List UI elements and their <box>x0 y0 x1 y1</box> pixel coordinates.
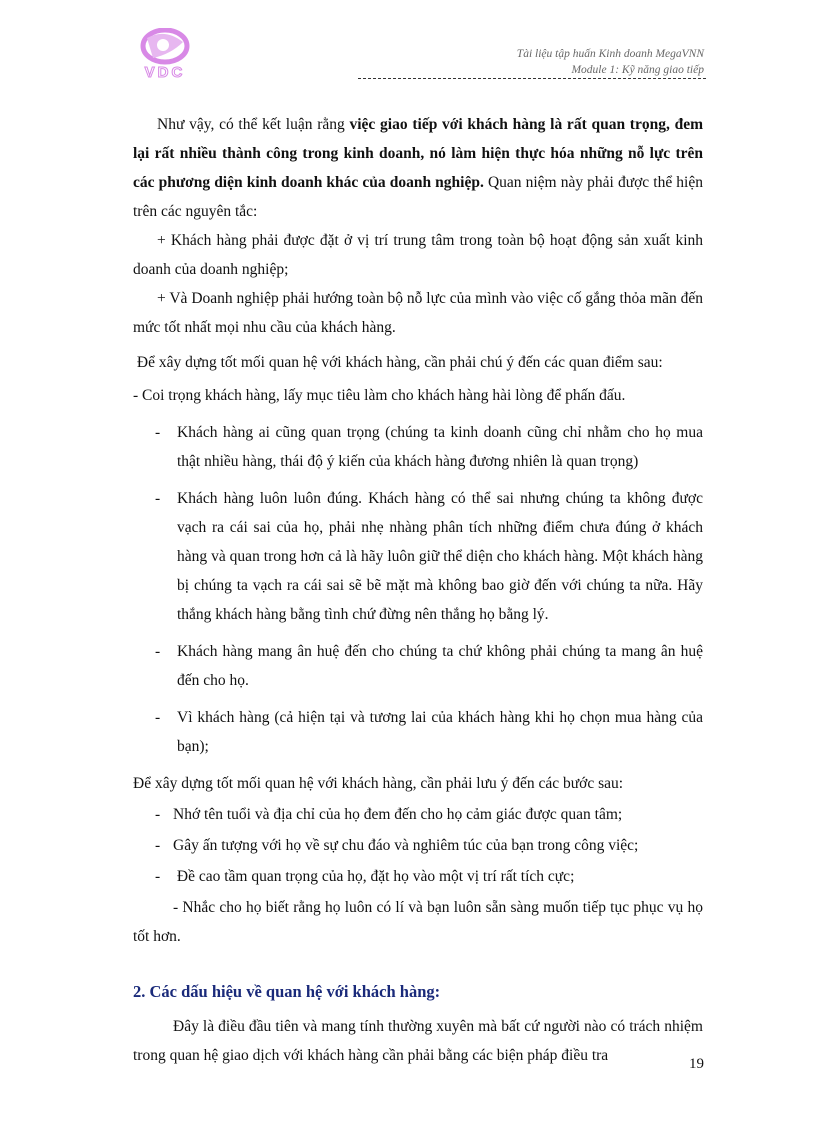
paragraph-viewpoints-intro: Để xây dựng tốt mối quan hệ với khách hàng, cần phải chú ý đến các quan điểm sau: <box>133 354 663 371</box>
step-item: - Đề cao tầm quan trọng của họ, đặt họ vào một vị trí rất tích cực; <box>133 862 703 891</box>
dash-marker: - <box>155 643 161 660</box>
header-document-title: Tài liệu tập huấn Kinh doanh MegaVNN <box>516 48 704 60</box>
list-item: - Vì khách hàng (cả hiện tại và tương lai của khách hàng khi họ chọn mua hàng của bạn); <box>133 703 703 761</box>
dash-marker: - <box>155 837 161 854</box>
principle-item: + Và Doanh nghiệp phải hướng toàn bộ nỗ lực của mình vào việc cố gắng thỏa mãn đến mức tốt nhất mọi nhu cầu của khách hàng. <box>133 290 703 336</box>
header-module-title: Module 1: Kỹ năng giao tiếp <box>571 64 704 76</box>
dash-marker: - <box>155 709 161 726</box>
vdc-logo-icon <box>133 28 197 68</box>
page-content <box>133 110 703 1070</box>
paragraph-steps-intro: Để xây dựng tốt mối quan hệ với khách hàng, cần phải lưu ý đến các bước sau: <box>133 775 624 792</box>
dash-marker: - <box>155 424 161 441</box>
vdc-logo <box>133 28 197 82</box>
page-number: 19 <box>689 1056 704 1072</box>
step-item: - Nhớ tên tuổi và địa chỉ của họ đem đến cho họ cảm giác được quan tâm; <box>133 800 703 829</box>
conclusion-emphasis: việc giao tiếp với khách hàng là rất quan trọng, đem lại rất nhiều thành công trong kinh doanh, nó làm hiện thực hóa những nỗ lực trên các phương diện kinh doanh khác của doanh nghiệp. <box>133 116 703 191</box>
step-item: - Gây ấn tượng với họ về sự chu đáo và nghiêm túc của bạn trong công việc; <box>133 831 703 860</box>
paragraph-conclusion: Như vậy, có thể kết luận rằng việc giao tiếp với khách hàng là rất quan trọng, đem lại rất nhiều thành công trong kinh doanh, nó làm hiện thực hóa những nỗ lực trên các phương diện kinh doanh khác của doanh nghiệp. Quan niệm này phải được thể hiện trên các nguyên tắc: <box>133 116 703 220</box>
vdc-logo-text: VDC <box>144 64 186 81</box>
dash-marker: - <box>155 806 161 823</box>
list-item: - Khách hàng mang ân huệ đến cho chúng ta chứ không phải chúng ta mang ân huệ đến cho họ. <box>133 637 703 695</box>
page-header <box>517 46 704 78</box>
paragraph-reminder: - Nhắc cho họ biết rằng họ luôn có lí và bạn luôn sẵn sàng muốn tiếp tục phục vụ họ tốt hơn. <box>133 899 703 945</box>
list-item: - Khách hàng luôn luôn đúng. Khách hàng có thể sai nhưng chúng ta không được vạch ra cái sai của họ, phải nhẹ nhàng phân tích những điểm chưa đúng ở khách hàng và quan trong hơn cả là hãy luôn giữ thể diện cho khách hàng. Một khách hàng bị chúng ta vạch ra cái sai sẽ bẽ mặt mà không bao giờ đến với chúng ta nữa. Hãy thắng khách hàng bằng tình chứ đừng nên thắng họ bằng lý. <box>133 484 703 629</box>
header-divider <box>358 78 706 79</box>
paragraph-signals-intro: Đây là điều đầu tiên và mang tính thường xuyên mà bất cứ người nào có trách nhiệm trong quan hệ giao dịch với khách hàng cần phải bằng các biện pháp điều tra <box>133 1018 703 1064</box>
dash-marker: - <box>155 490 161 507</box>
paragraph-respect-customers: - Coi trọng khách hàng, lấy mục tiêu làm cho khách hàng hài lòng để phấn đấu. <box>133 387 626 404</box>
section-heading: 2. Các dấu hiệu về quan hệ với khách hàng: <box>133 982 441 1001</box>
dash-marker: - <box>155 868 161 885</box>
list-item: - Khách hàng ai cũng quan trọng (chúng ta kinh doanh cũng chỉ nhằm cho họ mua thật nhiều hàng, thái độ ý kiến của khách hàng đương nhiên là quan trọng) <box>133 418 703 476</box>
principle-item: + Khách hàng phải được đặt ở vị trí trung tâm trong toàn bộ hoạt động sản xuất kinh doanh của doanh nghiệp; <box>133 232 703 278</box>
